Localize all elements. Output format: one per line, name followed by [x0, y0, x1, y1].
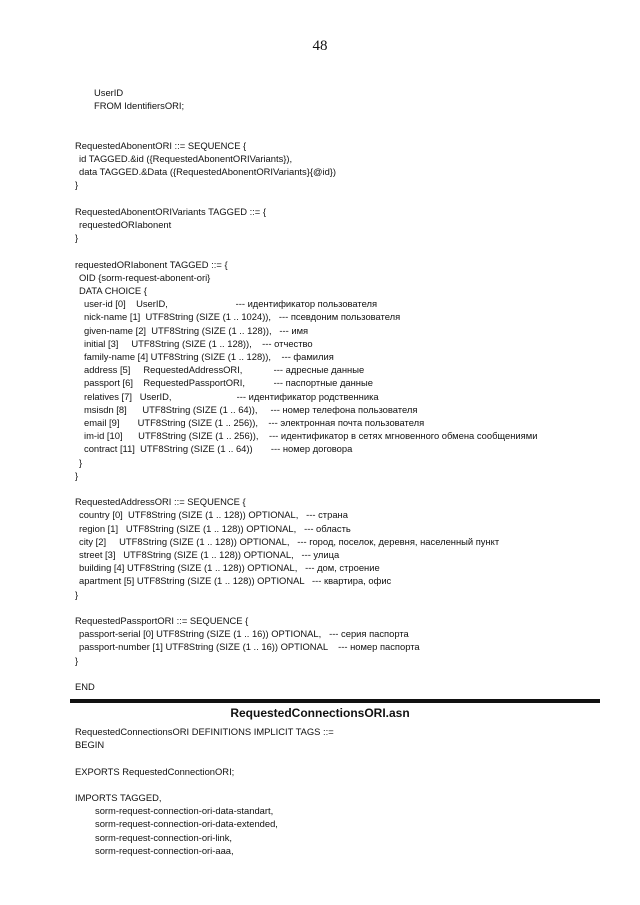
code-line: passport-number [1] UTF8String (SIZE (1 .. 16)) OPTIONAL --- номер паспорта	[79, 641, 420, 653]
code-line: RequestedAbonentORIVariants TAGGED ::= {	[75, 205, 266, 217]
code-line: }	[79, 456, 83, 468]
code-line: family-name [4] UTF8String (SIZE (1 .. 128)), --- фамилия	[84, 351, 334, 362]
code-line: country [0] UTF8String (SIZE (1 .. 128)) OPTIONAL, --- страна	[79, 509, 348, 521]
code-line: region [1] UTF8String (SIZE (1 .. 128)) OPTIONAL, --- область	[79, 522, 351, 534]
code-line: relatives [7] UserID, --- идентификатор родственника	[84, 390, 379, 402]
code-line: given-name [2] UTF8String (SIZE (1 .. 128)), --- имя	[84, 324, 309, 336]
code-line: sorm-request-connection-ori-data-standart,	[95, 805, 274, 817]
code-line: building [4] UTF8String (SIZE (1 .. 128)) OPTIONAL, --- дом, строение	[79, 562, 380, 574]
code-line: street [3] UTF8String (SIZE (1 .. 128)) OPTIONAL, --- улица	[79, 549, 340, 560]
code-line: RequestedAddressORI ::= SEQUENCE {	[75, 496, 246, 508]
code-line: BEGIN	[75, 739, 105, 751]
code-line: email [9] UTF8String (SIZE (1 .. 256)), --- электронная почта пользователя	[84, 417, 425, 428]
code-line: FROM IdentifiersORI;	[94, 100, 185, 112]
code-line: requestedORIabonent TAGGED ::= {	[75, 258, 228, 270]
code-line: requestedORIabonent	[79, 219, 172, 230]
code-line: msisdn [8] UTF8String (SIZE (1 .. 64)), --- номер телефона пользователя	[84, 403, 418, 415]
code-line: nick-name [1] UTF8String (SIZE (1 .. 1024)), --- псевдоним пользователя	[84, 311, 401, 323]
code-line: address [5] RequestedAddressORI, --- адресные данные	[84, 364, 365, 376]
code-line: }	[75, 654, 79, 666]
code-line: sorm-request-connection-ori-link,	[95, 831, 233, 843]
code-line: city [2] UTF8String (SIZE (1 .. 128)) OPTIONAL, --- город, поселок, деревня, населенный пункт	[79, 535, 500, 547]
code-line: RequestedConnectionsORI DEFINITIONS IMPLICIT TAGS ::=	[75, 726, 334, 737]
code-line: RequestedPassportORI ::= SEQUENCE {	[75, 615, 249, 626]
code-line: EXPORTS RequestedConnectionORI;	[75, 765, 235, 777]
code-line: OID {sorm-request-abonent-ori}	[79, 271, 211, 283]
code-line: apartment [5] UTF8String (SIZE (1 .. 128)) OPTIONAL --- квартира, офис	[79, 575, 392, 587]
code-line: sorm-request-connection-ori-aaa,	[95, 844, 234, 856]
code-line: }	[75, 179, 79, 191]
code-line: END	[75, 681, 95, 692]
code-line: initial [3] UTF8String (SIZE (1 .. 128)), --- отчество	[84, 337, 313, 349]
code-line: passport [6] RequestedPassportORI, --- паспортные данные	[84, 377, 373, 389]
code-line: user-id [0] UserID, --- идентификатор пользователя	[84, 298, 378, 310]
code-line: id TAGGED.&id ({RequestedAbonentORIVariants}),	[79, 153, 293, 164]
code-line: }	[75, 232, 79, 244]
code-line: passport-serial [0] UTF8String (SIZE (1 .. 16)) OPTIONAL, --- серия паспорта	[79, 628, 409, 640]
code-line: }	[75, 588, 79, 600]
code-line: }	[75, 469, 79, 481]
code-line: im-id [10] UTF8String (SIZE (1 .. 256)), --- идентификатор в сетях мгновенного обмена сообщениями	[84, 430, 538, 442]
code-line: DATA CHOICE {	[79, 285, 147, 296]
code-line: sorm-request-connection-ori-data-extended,	[95, 818, 278, 830]
page-number: 48	[312, 38, 328, 54]
code-line: contract [11] UTF8String (SIZE (1 .. 64)) --- номер договора	[84, 443, 353, 455]
code-line: IMPORTS TAGGED,	[75, 792, 162, 803]
code-line: data TAGGED.&Data ({RequestedAbonentORIVariants}{@id})	[79, 166, 337, 178]
code-line: RequestedAbonentORI ::= SEQUENCE {	[75, 139, 247, 151]
section-title: RequestedConnectionsORI.asn	[230, 706, 410, 720]
section-divider	[70, 699, 600, 703]
code-line: UserID	[94, 87, 124, 98]
